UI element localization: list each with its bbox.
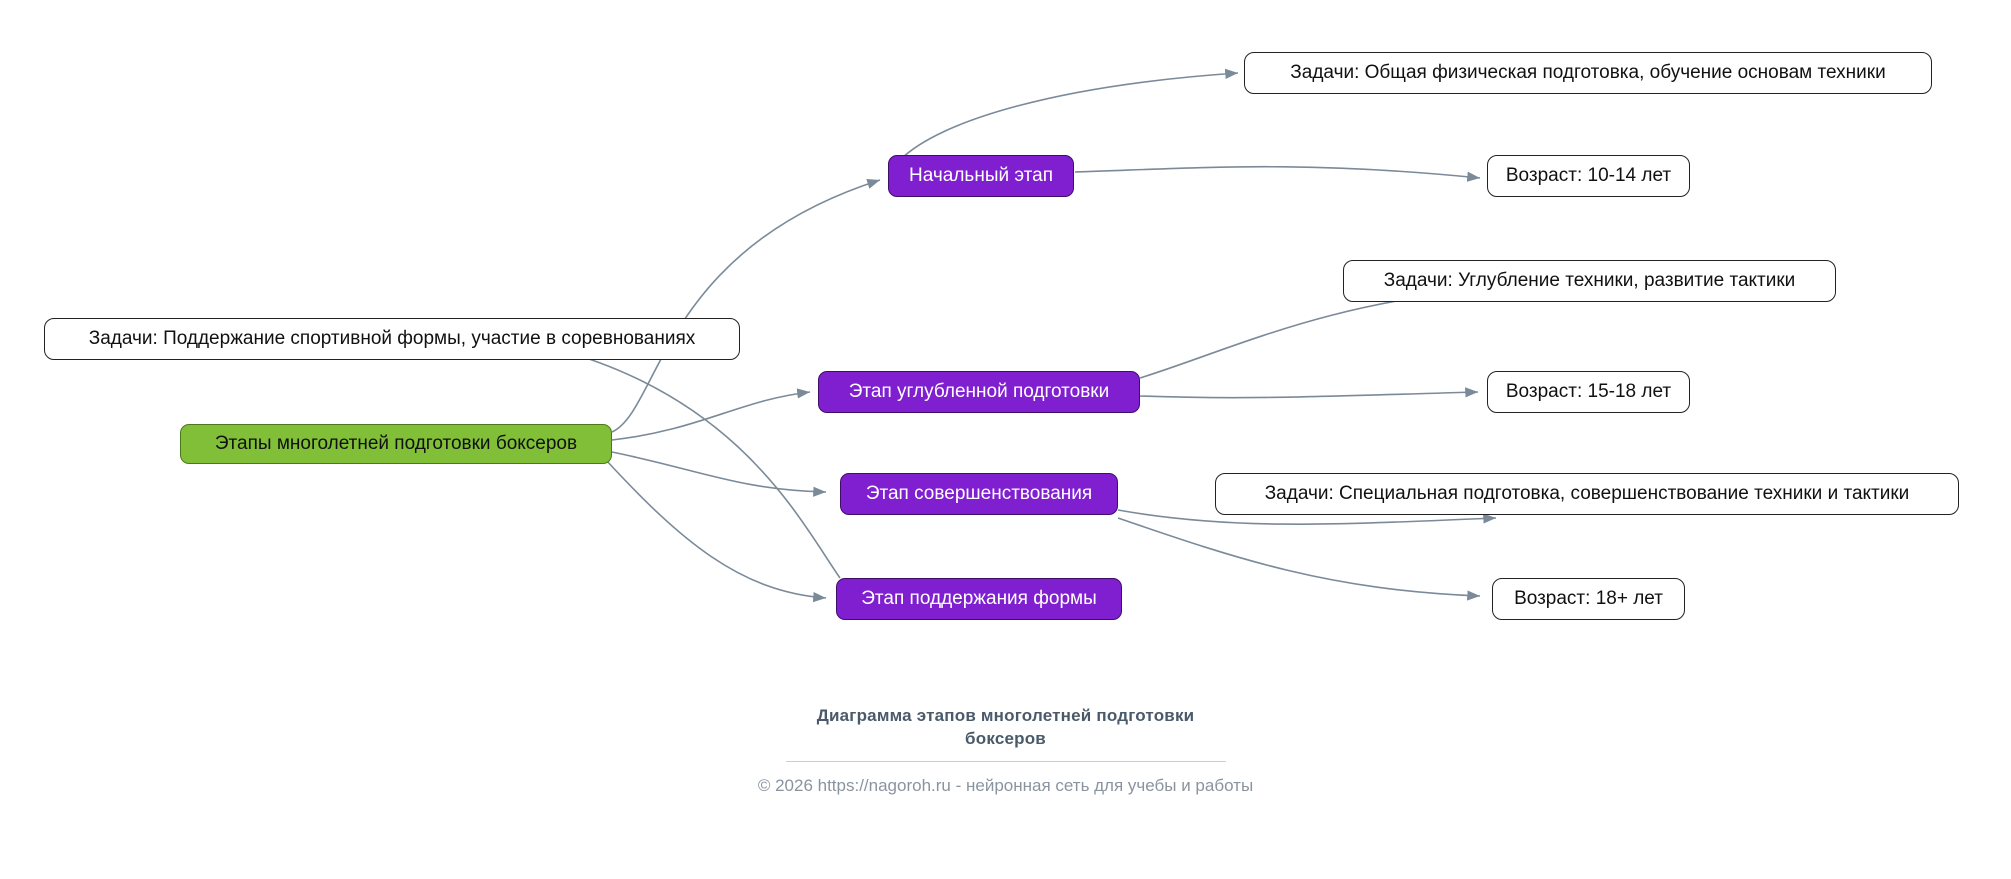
node-detail-stage3-age-label: Возраст: 18+ лет: [1514, 587, 1663, 609]
node-detail-stage2-tasks[interactable]: [1343, 260, 1836, 302]
node-detail-stage4-tasks-label: Задачи: Поддержание спортивной формы, участие в соревнованиях: [88, 327, 696, 349]
footer-divider: [786, 761, 1226, 762]
node-stage-3-label: Этап совершенствования: [865, 482, 1093, 504]
node-stage-4[interactable]: [836, 578, 1122, 620]
footer: [0, 705, 2011, 796]
edge-stage4-d1: [560, 350, 840, 578]
edge-stage2-d2: [1140, 392, 1478, 398]
edge-root-stage2: [612, 392, 810, 440]
node-detail-stage1-tasks[interactable]: [1244, 52, 1932, 94]
node-stage-3[interactable]: [840, 473, 1118, 515]
edge-root-stage4: [606, 460, 826, 598]
node-stage-1[interactable]: [888, 155, 1074, 197]
node-detail-stage4-tasks[interactable]: [44, 318, 740, 360]
node-detail-stage1-age-label: Возраст: 10-14 лет: [1505, 164, 1672, 186]
node-detail-stage2-tasks-label: Задачи: Углубление техники, развитие тактики: [1383, 269, 1796, 291]
node-detail-stage2-age-label: Возраст: 15-18 лет: [1505, 380, 1672, 402]
node-stage-2[interactable]: [818, 371, 1140, 413]
node-detail-stage1-age[interactable]: [1487, 155, 1690, 197]
edge-stage1-d2: [1075, 167, 1480, 178]
footer-copyright: © 2026 https://nagoroh.ru - нейронная сеть для учебы и работы: [757, 775, 1254, 795]
node-stage-2-label: Этап углубленной подготовки: [848, 380, 1110, 402]
node-detail-stage2-age[interactable]: [1487, 371, 1690, 413]
node-detail-stage3-tasks-label: Задачи: Специальная подготовка, совершенствование техники и тактики: [1264, 482, 1910, 504]
node-stage-1-label: Начальный этап: [909, 164, 1053, 186]
edge-root-stage3: [612, 452, 826, 492]
node-detail-stage3-age[interactable]: [1492, 578, 1685, 620]
node-root[interactable]: [180, 424, 612, 464]
node-stage-4-label: Этап поддержания формы: [861, 587, 1097, 609]
node-detail-stage1-tasks-label: Задачи: Общая физическая подготовка, обучение основам техники: [1290, 61, 1886, 83]
edge-stage3-d2: [1118, 518, 1480, 596]
node-root-label: Этапы многолетней подготовки боксеров: [214, 432, 578, 454]
edge-stage1-d1: [900, 73, 1238, 160]
footer-title: Диаграмма этапов многолетней подготовки боксеров: [816, 706, 1195, 748]
node-detail-stage3-tasks[interactable]: [1215, 473, 1959, 515]
